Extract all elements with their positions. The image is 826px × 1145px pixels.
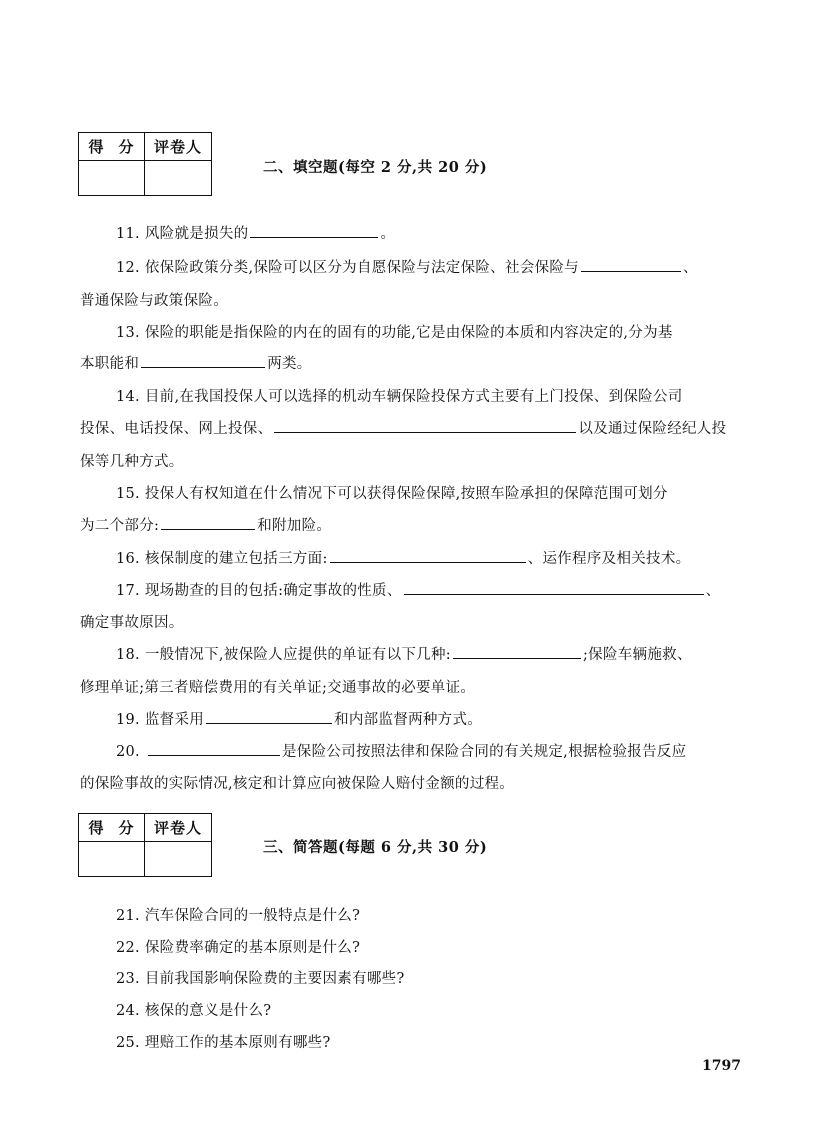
question-18-cont: 修理单证;第三者赔偿费用的有关单证;交通事故的必要单证。 — [80, 680, 476, 696]
question-24: 24. 核保的意义是什么? — [116, 1003, 272, 1019]
grader-header: 评卷人 — [145, 814, 211, 842]
question-13: 13. 保险的职能是指保险的内在的固有的功能,它是由保险的本质和内容决定的,分为基 — [116, 325, 673, 341]
answer-blank[interactable] — [250, 223, 378, 238]
question-15-cont: 为二个部分: 和附加险。 — [80, 514, 331, 535]
page-number: 1797 — [702, 1058, 741, 1074]
question-12: 12. 依保险政策分类,保险可以区分为自愿保险与法定保险、社会保险与 、 — [116, 256, 698, 277]
answer-blank[interactable] — [274, 418, 576, 433]
question-21: 21. 汽车保险合同的一般特点是什么? — [116, 908, 361, 924]
question-13-cont: 本职能和 两类。 — [80, 352, 312, 373]
answer-blank[interactable] — [330, 548, 526, 563]
question-11: 11. 风险就是损失的 。 — [116, 222, 395, 243]
question-14: 14. 目前,在我国投保人可以选择的机动车辆保险投保方式主要有上门投保、到保险公司 — [116, 389, 683, 405]
answer-blank[interactable] — [581, 257, 681, 272]
question-19: 19. 监督采用 和内部监督两种方式。 — [116, 708, 482, 729]
score-header: 得 分 — [79, 133, 145, 161]
answer-blank[interactable] — [141, 353, 265, 368]
question-25: 25. 理赔工作的基本原则有哪些? — [116, 1035, 331, 1051]
section-title: 二、填空题(每空 2 分,共 20 分) — [263, 159, 488, 176]
question-16: 16. 核保制度的建立包括三方面: 、运作程序及相关技术。 — [116, 547, 690, 568]
question-22: 22. 保险费率确定的基本原则是什么? — [116, 940, 361, 956]
question-20-cont: 的保险事故的实际情况,核定和计算应向被保险人赔付金额的过程。 — [80, 776, 515, 792]
grader-cell[interactable] — [145, 842, 211, 876]
question-14-cont: 投保、电话投保、网上投保、 以及通过保险经纪人投 — [80, 417, 726, 438]
answer-blank[interactable] — [161, 515, 255, 530]
question-14-cont2: 保等几种方式。 — [80, 454, 184, 470]
question-17: 17. 现场勘查的目的包括:确定事故的性质、 、 — [116, 579, 720, 600]
question-20: 20. 是保险公司按照法律和保险合同的有关规定,根据检验报告反应 — [116, 740, 686, 761]
answer-blank[interactable] — [148, 741, 280, 756]
question-23: 23. 目前我国影响保险费的主要因素有哪些? — [116, 971, 405, 987]
grader-header: 评卷人 — [145, 133, 211, 161]
question-15: 15. 投保人有权知道在什么情况下可以获得保险保障,按照车险承担的保障范围可划分 — [116, 486, 668, 502]
score-header: 得 分 — [79, 814, 145, 842]
answer-blank[interactable] — [453, 644, 581, 659]
question-17-cont: 确定事故原因。 — [80, 615, 184, 631]
section-title: 三、简答题(每题 6 分,共 30 分) — [263, 839, 488, 856]
score-table — [78, 132, 212, 196]
answer-blank[interactable] — [206, 709, 332, 724]
question-12-cont: 普通保险与政策保险。 — [80, 293, 228, 309]
answer-blank[interactable] — [404, 580, 704, 595]
question-18: 18. 一般情况下,被保险人应提供的单证有以下几种: ;保险车辆施救、 — [116, 643, 692, 664]
grader-cell[interactable] — [145, 161, 211, 195]
score-cell[interactable] — [79, 161, 145, 195]
score-cell[interactable] — [79, 842, 145, 876]
score-table — [78, 813, 212, 877]
